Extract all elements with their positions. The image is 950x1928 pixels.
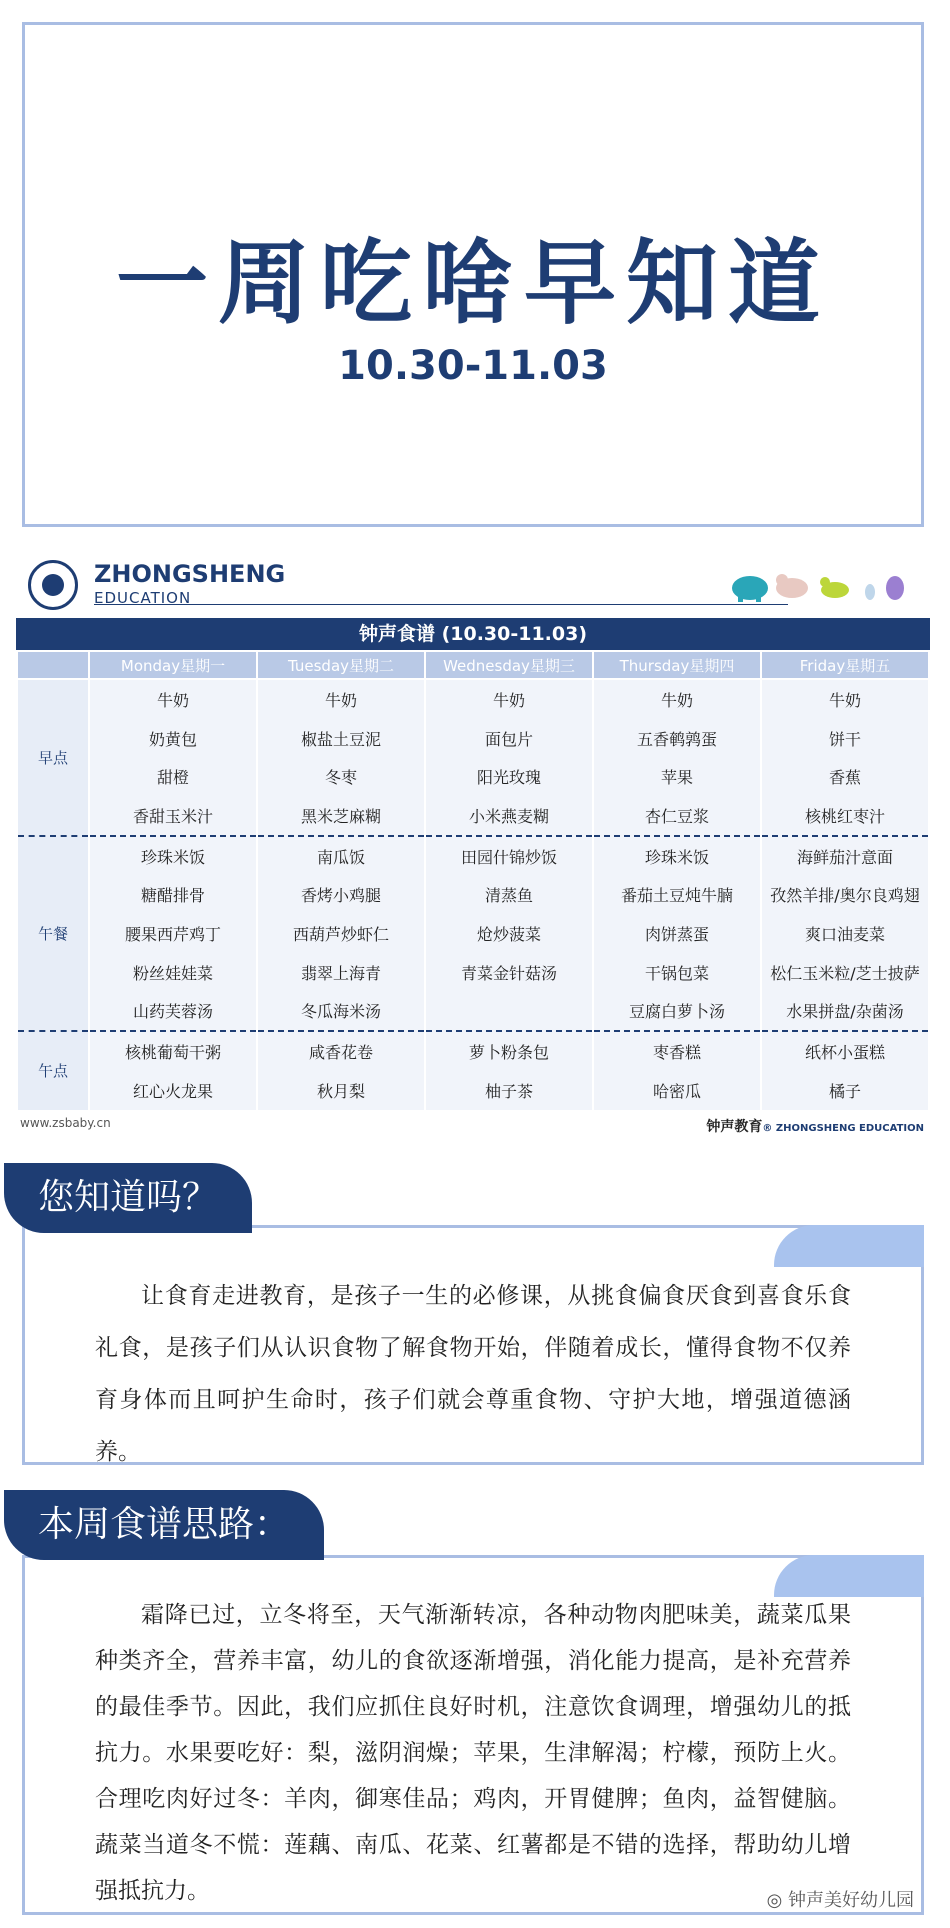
menu-cell: 小米燕麦糊: [425, 796, 593, 836]
menu-cell: 干锅包菜: [593, 953, 761, 992]
menu-cell: 苹果: [593, 757, 761, 796]
menu-cell: 炝炒菠菜: [425, 914, 593, 953]
footer-brand: 钟声教育® ZHONGSHENG EDUCATION: [706, 1118, 924, 1135]
menu-cell: 西葫芦炒虾仁: [257, 914, 425, 953]
meal-label: 早点: [17, 679, 89, 836]
menu-cell: 五香鹌鹑蛋: [593, 719, 761, 758]
menu-cell: 香烤小鸡腿: [257, 875, 425, 914]
menu-cell: 牛奶: [593, 679, 761, 719]
menu-cell: 腰果西芹鸡丁: [89, 914, 257, 953]
header-card: [22, 22, 924, 527]
menu-cell: 饼干: [761, 719, 929, 758]
table-row: [17, 679, 929, 719]
menu-cell: 杏仁豆浆: [593, 796, 761, 836]
meal-label: 午餐: [17, 836, 89, 1031]
menu-cell: 奶黄包: [89, 719, 257, 758]
menu-cell: 粉丝娃娃菜: [89, 953, 257, 992]
menu-cell: 柚子茶: [425, 1071, 593, 1110]
menu-cell: 糖醋排骨: [89, 875, 257, 914]
menu-cell: 椒盐土豆泥: [257, 719, 425, 758]
menu-cell: 枣香糕: [593, 1031, 761, 1071]
table-row: [17, 719, 929, 758]
menu-cell: 香甜玉米汁: [89, 796, 257, 836]
table-row: [17, 836, 929, 876]
corner-cell: [17, 651, 89, 679]
table-row: [17, 953, 929, 992]
watermark: ◎ 钟声美好幼儿园: [766, 1890, 914, 1911]
menu-cell: 孜然羊排/奥尔良鸡翅: [761, 875, 929, 914]
table-row: [17, 1031, 929, 1071]
menu-cell: 海鲜茄汁意面: [761, 836, 929, 876]
menu-cell: 冬枣: [257, 757, 425, 796]
menu-cell: 橘子: [761, 1071, 929, 1110]
menu-table: [16, 618, 930, 1140]
menu-cell: 水果拼盘/杂菌汤: [761, 992, 929, 1032]
brand-name: ZHONGSHENG: [94, 560, 286, 588]
menu-cell: 面包片: [425, 719, 593, 758]
brand-row: [28, 556, 928, 612]
table-row: [17, 796, 929, 836]
menu-cell: 哈密瓜: [593, 1071, 761, 1110]
did-you-know-text: 让食育走进教育，是孩子一生的必修课，从挑食偏食厌食到喜食乐食礼食，是孩子们从认识食物了解食物开始，伴随着成长，懂得食物不仅养育身体而且呵护生命时，孩子们就会尊重食物、守护大地，增强道德涵养。: [95, 1283, 851, 1465]
menu-footer: [16, 1110, 930, 1140]
day-header: Thursday星期四: [593, 651, 761, 679]
menu-cell: 牛奶: [89, 679, 257, 719]
menu-cell: 牛奶: [761, 679, 929, 719]
table-row: [17, 757, 929, 796]
menu-cell: 珍珠米饭: [89, 836, 257, 876]
menu-cell: 豆腐白萝卜汤: [593, 992, 761, 1032]
footer-brand-en: ® ZHONGSHENG EDUCATION: [762, 1122, 924, 1134]
menu-cell: 牛奶: [257, 679, 425, 719]
brand-sub: EDUCATION: [94, 589, 192, 607]
table-row: [17, 992, 929, 1032]
animal-decoration-icon: [730, 564, 910, 604]
did-you-know-heading: 您知道吗？: [4, 1163, 252, 1233]
menu-cell: 青菜金针菇汤: [425, 953, 593, 992]
menu-cell: 秋月梨: [257, 1071, 425, 1110]
corner-decoration: [774, 1225, 924, 1267]
menu-title: 钟声食谱 (10.30-11.03): [16, 618, 930, 650]
menu-cell: 爽口油麦菜: [761, 914, 929, 953]
menu-cell: 冬瓜海米汤: [257, 992, 425, 1032]
school-seal-icon: [28, 560, 78, 610]
menu-cell: 核桃葡萄干粥: [89, 1031, 257, 1071]
did-you-know-box: [22, 1225, 924, 1465]
table-row: [17, 914, 929, 953]
weekly-idea-heading: 本周食谱思路：: [4, 1490, 324, 1560]
menu-cell: 阳光玫瑰: [425, 757, 593, 796]
menu-cell: 南瓜饭: [257, 836, 425, 876]
table-row: [17, 1071, 929, 1110]
day-header: Tuesday星期二: [257, 651, 425, 679]
menu-cell: 牛奶: [425, 679, 593, 719]
menu-cell: 肉饼蒸蛋: [593, 914, 761, 953]
menu-cell: 清蒸鱼: [425, 875, 593, 914]
menu-cell: 香蕉: [761, 757, 929, 796]
menu-cell: 萝卜粉条包: [425, 1031, 593, 1071]
menu-cell: 珍珠米饭: [593, 836, 761, 876]
menu-cell: 核桃红枣汁: [761, 796, 929, 836]
menu-cell: [425, 992, 593, 1032]
divider: [94, 604, 788, 605]
weekly-idea-text: 霜降已过，立冬将至，天气渐渐转凉，各种动物肉肥味美，蔬菜瓜果种类齐全，营养丰富，幼儿的食欲逐渐增强，消化能力提高，是补充营养的最佳季节。因此，我们应抓住良好时机，注意饮食调理，增强幼儿的抵抗力。水果要吃好：梨，滋阴润燥；苹果，生津解渴；柠檬，预防上火。合理吃肉好过冬：羊肉，御寒佳品；鸡肉，开胃健脾；鱼肉，益智健脑。蔬菜当道冬不慌：莲藕、南瓜、花菜、红薯都是不错的选择，帮助幼儿增强抵抗力。: [95, 1602, 851, 1904]
day-header: Friday星期五: [761, 651, 929, 679]
corner-decoration: [774, 1555, 924, 1597]
menu-cell: 红心火龙果: [89, 1071, 257, 1110]
menu-cell: 番茄土豆炖牛腩: [593, 875, 761, 914]
page-title: 一周吃啥早知道: [115, 230, 830, 337]
menu-cell: 田园什锦炒饭: [425, 836, 593, 876]
menu-cell: 山药芙蓉汤: [89, 992, 257, 1032]
menu-cell: 甜橙: [89, 757, 257, 796]
table-row: [17, 875, 929, 914]
menu-cell: 咸香花卷: [257, 1031, 425, 1071]
weekly-idea-box: [22, 1555, 924, 1915]
site-url: www.zsbaby.cn: [20, 1115, 111, 1130]
menu-cell: 翡翠上海青: [257, 953, 425, 992]
menu-grid: [16, 650, 930, 1110]
wechat-icon: ◎: [766, 1890, 788, 1911]
day-header: Wednesday星期三: [425, 651, 593, 679]
menu-cell: 松仁玉米粒/芝士披萨: [761, 953, 929, 992]
date-range: 10.30-11.03: [338, 343, 608, 389]
meal-label: 午点: [17, 1031, 89, 1109]
menu-cell: 黑米芝麻糊: [257, 796, 425, 836]
day-header: Monday星期一: [89, 651, 257, 679]
menu-cell: 纸杯小蛋糕: [761, 1031, 929, 1071]
